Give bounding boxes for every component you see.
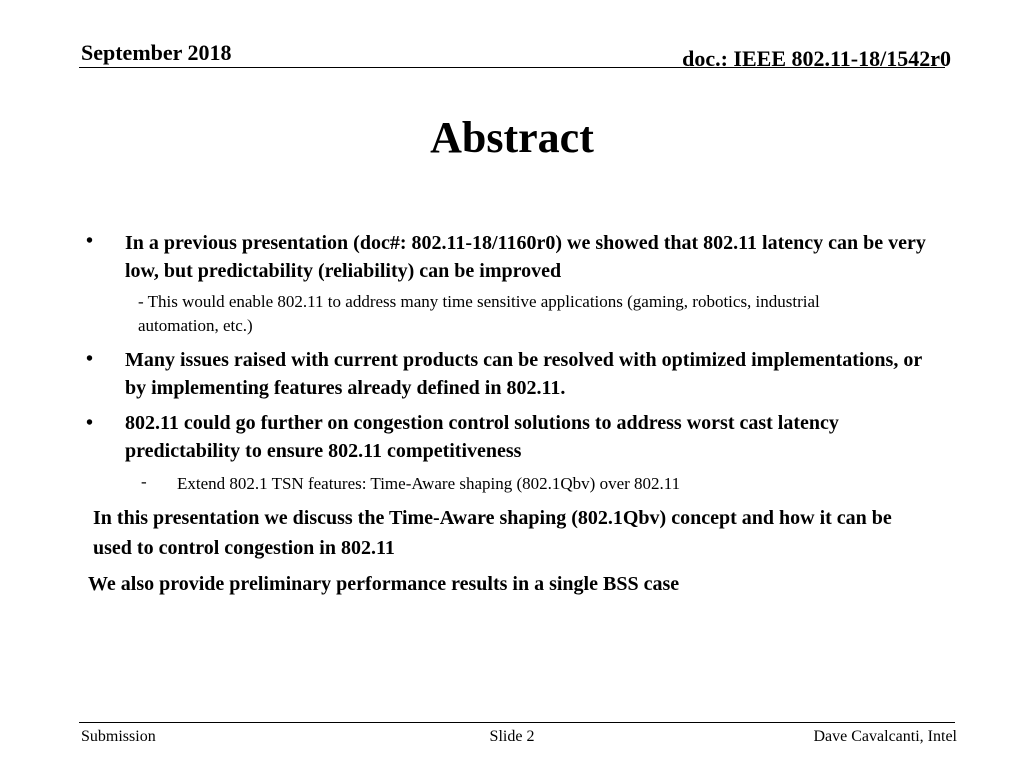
header-divider bbox=[79, 67, 945, 68]
bullet-2-text: Many issues raised with current products can be resolved with optimized implementations, or by implementing features already defined in 802.11. bbox=[125, 349, 922, 399]
footer-submission: Submission bbox=[81, 728, 156, 745]
bullet-3-sub-dash: - bbox=[141, 472, 147, 491]
bullet-marker-1: • bbox=[86, 230, 94, 252]
header-doc-number: doc.: IEEE 802.11-18/1542r0 bbox=[682, 46, 951, 71]
slide-title: Abstract bbox=[430, 113, 594, 162]
paragraph-presentation-focus: In this presentation we discuss the Time-Aware shaping (802.1Qbv) concept and how it can be used to control congestion in 802.11 bbox=[93, 507, 892, 559]
bullet-marker-3: • bbox=[86, 412, 94, 434]
bullet-1-text: In a previous presentation (doc#: 802.11-18/1160r0) we showed that 802.11 latency can be very low, but predictability (reliability) can be improved bbox=[125, 232, 926, 282]
header-date: September 2018 bbox=[81, 40, 232, 65]
bullet-1-subitem: - This would enable 802.11 to address many time sensitive applications (gaming, robotics, industrial automation, etc.) bbox=[138, 292, 820, 335]
footer-divider bbox=[79, 722, 955, 723]
footer-author: Dave Cavalcanti, Intel bbox=[813, 728, 957, 745]
bullet-marker-2: • bbox=[86, 348, 94, 370]
bullet-3-subitem: Extend 802.1 TSN features: Time-Aware shaping (802.1Qbv) over 802.11 bbox=[177, 474, 681, 493]
footer-slide-number: Slide 2 bbox=[489, 728, 535, 745]
bullet-3-text: 802.11 could go further on congestion control solutions to address worst cast latency predictability to ensure 802.11 competitiveness bbox=[125, 412, 839, 462]
paragraph-results-note: We also provide preliminary performance results in a single BSS case bbox=[88, 573, 680, 595]
